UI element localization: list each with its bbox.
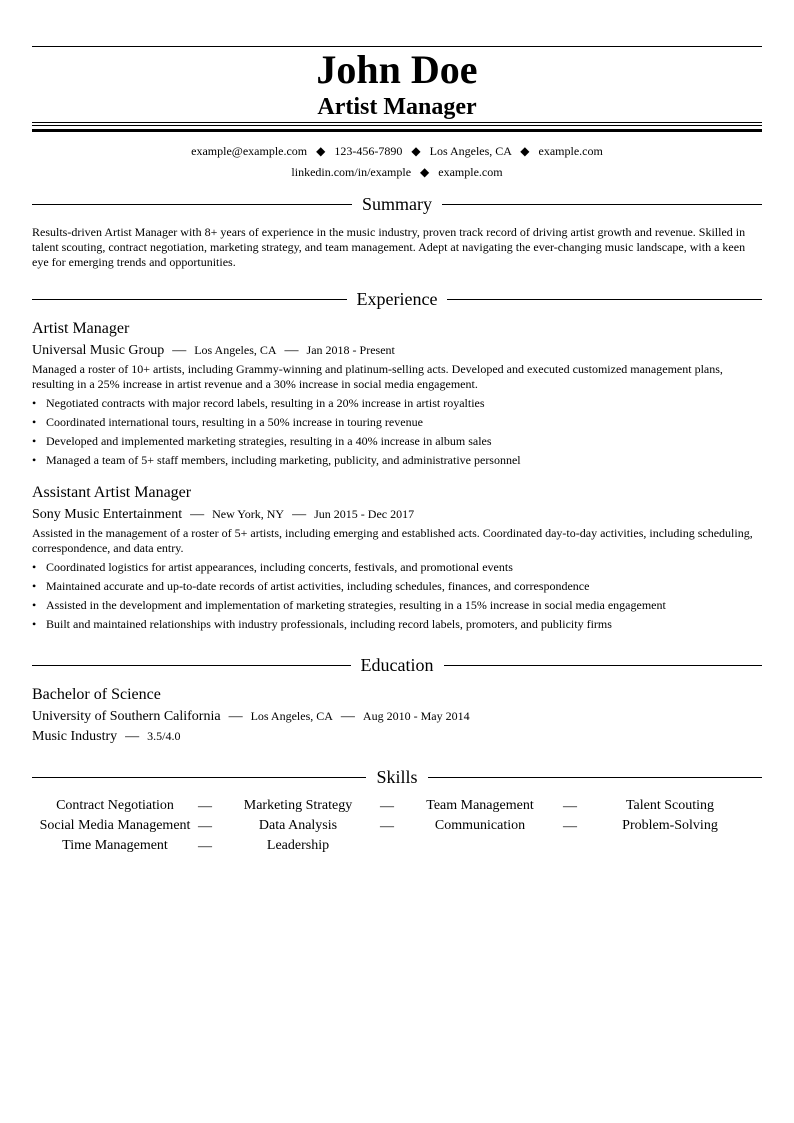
heading-rule [428,777,762,778]
heading-rule [32,777,366,778]
bullet-icon: • [32,396,37,410]
candidate-title: Artist Manager [317,94,477,120]
skill-item: Time Management [62,838,168,853]
dash-separator: — [190,507,205,522]
contact-linkedin[interactable]: linkedin.com/in/example [291,165,412,179]
heading-rule [32,299,347,300]
dash-separator: — [198,799,212,814]
skill-item: Social Media Management [39,818,191,833]
header-thick-rule [32,129,762,132]
list-item [32,394,762,413]
education-field-line [32,727,181,746]
skill-item: Talent Scouting [625,798,715,813]
dash-separator: — [198,819,212,834]
skills-heading [32,766,762,788]
summary-heading-label: Summary [362,194,432,214]
bullet-icon: • [32,453,37,467]
job-location: New York, NY [212,507,285,521]
list-item [32,615,762,634]
job-description: Managed a roster of 10+ artists, including Grammy-winning and platinum-selling acts. Developed and executed customized management plans, resulting in a 25% increase in artist revenue and a 30% increase in social media engagement. [32,362,723,391]
list-item [32,432,762,451]
bullet-text: Built and maintained relationships with industry professionals, including record labels, promoters, and publicity firms [46,617,612,631]
bullet-text: Managed a team of 5+ staff members, including marketing, publicity, and administrative personnel [46,453,521,467]
diamond-icon: ◆ [411,144,421,158]
education-degree: Bachelor of Science [32,686,161,703]
bullet-text: Coordinated logistics for artist appearances, including concerts, festivals, and promotional events [46,560,513,574]
job-bullet-list [32,558,762,634]
job-company: Sony Music Entertainment [32,507,183,522]
header-rule [32,125,762,126]
header-rule [32,122,762,123]
skills-heading-label: Skills [376,767,418,787]
education-school: University of Southern California [32,709,221,724]
contact-line-1 [32,143,762,159]
skill-item: Communication [434,818,526,833]
heading-rule [444,665,763,666]
contact-website-2[interactable]: example.com [438,165,503,179]
list-item [32,558,762,577]
bullet-text: Coordinated international tours, resulting in a 50% increase in touring revenue [46,415,423,429]
contact-location: Los Angeles, CA [429,144,512,158]
dash-separator: — [563,819,577,834]
education-heading [32,654,762,676]
dash-separator: — [125,729,140,744]
experience-heading-label: Experience [356,289,438,309]
summary-heading [32,193,762,215]
education-heading-label: Education [360,655,434,675]
diamond-icon: ◆ [520,144,530,158]
job-org-line [32,341,395,360]
skill-item: Problem-Solving [622,818,718,833]
job-description: Assisted in the management of a roster of 5+ artists, including emerging and established acts. Coordinated day-to-day activities, including scheduling, correspondence, and data entry. [32,526,753,555]
education-field: Music Industry [32,729,118,744]
job-role: Artist Manager [32,320,130,337]
heading-rule [442,204,762,205]
list-item [32,451,762,470]
bullet-text: Developed and implemented marketing strategies, resulting in a 40% increase in album sales [46,434,492,448]
dash-separator: — [563,799,577,814]
education-dates: Aug 2010 - May 2014 [362,709,470,723]
bullet-icon: • [32,579,37,593]
bullet-icon: • [32,598,37,612]
skill-item: Leadership [266,838,330,853]
bullet-icon: • [32,617,37,631]
dash-separator: — [292,507,307,522]
job-dates: Jan 2018 - Present [306,343,395,357]
skill-item: Marketing Strategy [243,798,353,813]
dash-separator: — [380,799,394,814]
job-org-line [32,505,414,524]
education-school-line [32,707,470,726]
job-location: Los Angeles, CA [194,343,277,357]
skills-row [32,816,762,836]
contact-phone[interactable]: 123-456-7890 [334,144,403,158]
job-company: Universal Music Group [32,343,165,358]
dash-separator: — [340,709,355,724]
skills-row [32,796,762,816]
list-item [32,596,762,615]
diamond-icon: ◆ [316,144,326,158]
heading-rule [447,299,762,300]
job-bullet-list [32,394,762,470]
dash-separator: — [198,839,212,854]
bullet-text: Negotiated contracts with major record labels, resulting in a 20% increase in artist royalties [46,396,485,410]
contact-website[interactable]: example.com [538,144,603,158]
education-location: Los Angeles, CA [250,709,333,723]
summary-text: Results-driven Artist Manager with 8+ years of experience in the music industry, proven track record of driving artist growth and revenue. Skilled in talent scouting, contract negotiation, marketing strategy, and team management. Adept at navigating the ever-changing music landscape, with a keen eye for emerging trends and opportunities. [32,225,746,269]
diamond-icon: ◆ [420,165,430,179]
dash-separator: — [380,819,394,834]
experience-heading [32,288,762,310]
education-gpa: 3.5/4.0 [147,729,181,743]
dash-separator: — [172,343,187,358]
skill-item: Contract Negotiation [56,798,174,813]
list-item [32,577,762,596]
heading-rule [32,665,351,666]
dash-separator: — [228,709,243,724]
skill-item: Team Management [426,798,534,813]
candidate-name: John Doe [316,47,478,92]
bullet-text: Assisted in the development and implementation of marketing strategies, resulting in a 15% increase in social media engagement [46,598,666,612]
bullet-icon: • [32,560,37,574]
heading-rule [32,204,352,205]
bullet-icon: • [32,434,37,448]
job-dates: Jun 2015 - Dec 2017 [314,507,415,521]
bullet-icon: • [32,415,37,429]
bullet-text: Maintained accurate and up-to-date records of artist activities, including schedules, finances, and correspondence [46,579,590,593]
list-item [32,413,762,432]
skills-grid [32,796,762,856]
skills-row [32,836,762,856]
dash-separator: — [284,343,299,358]
contact-line-2 [32,164,762,180]
contact-email[interactable]: example@example.com [191,144,308,158]
skill-item: Data Analysis [258,818,338,833]
job-role: Assistant Artist Manager [32,484,192,501]
